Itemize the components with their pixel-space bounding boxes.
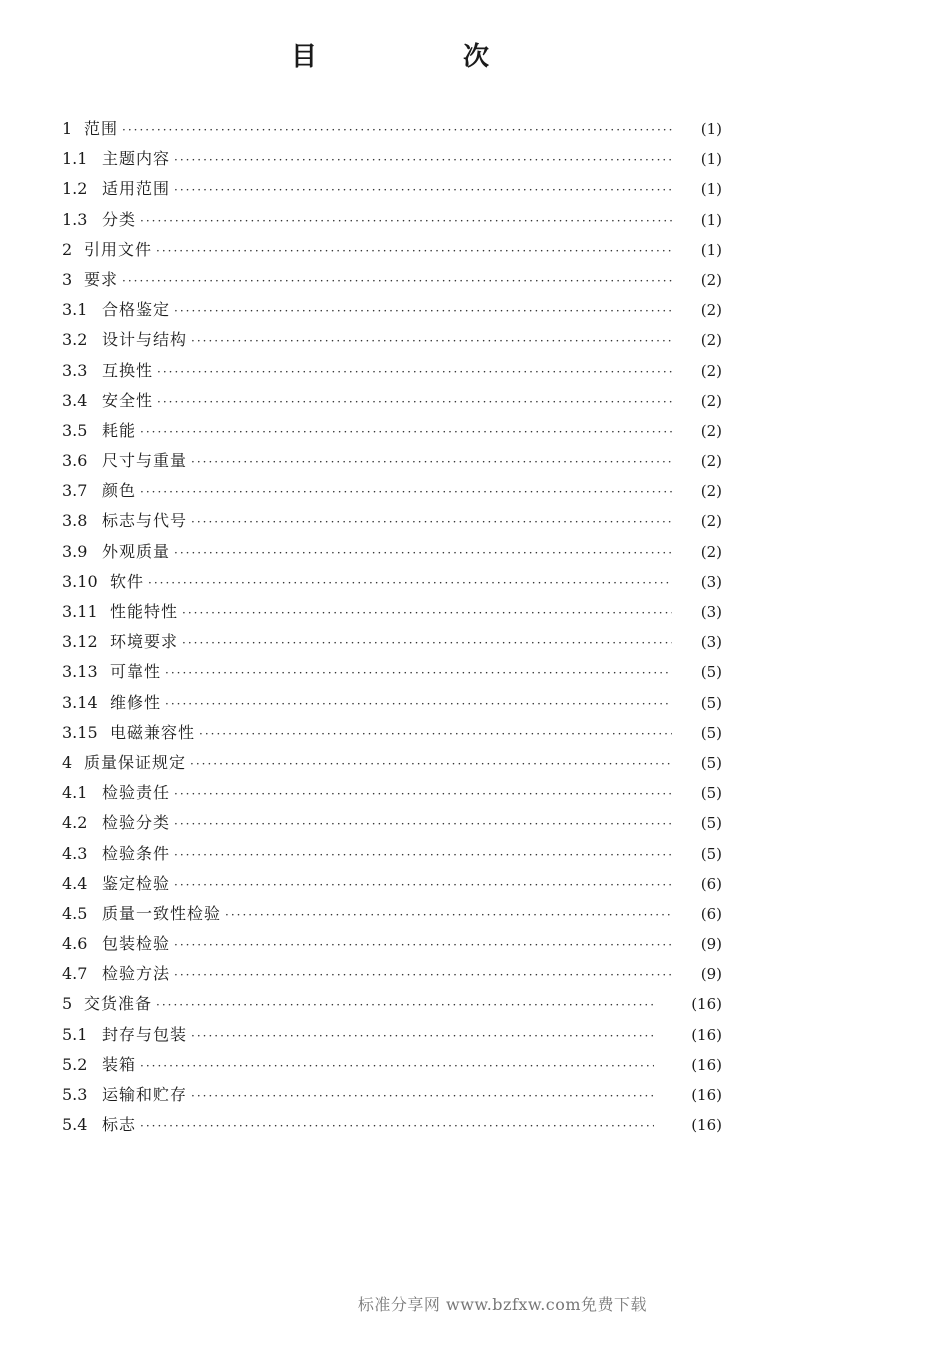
toc-entry[interactable] (62, 959, 722, 989)
toc-entry-page: (5) (700, 844, 722, 863)
toc-entry-title: 维修性 (110, 692, 162, 712)
toc-entry-title: 性能特性 (110, 602, 179, 621)
toc-entry-page: (1) (700, 180, 722, 199)
toc-leader-dots (190, 749, 672, 779)
toc-entry-page: (5) (700, 784, 722, 803)
toc-entry-title: 检验分类 (102, 813, 171, 833)
toc-entry[interactable] (62, 1080, 722, 1110)
toc-entry[interactable] (62, 657, 722, 687)
toc-entry-page: (16) (691, 1116, 722, 1135)
toc-entry-number: 3.15 (62, 722, 98, 742)
toc-entry[interactable] (62, 1020, 722, 1050)
toc-entry-title: 标志 (102, 1115, 137, 1135)
toc-entry-title: 设计与结构 (102, 330, 188, 350)
toc-entry-page: (16) (691, 1086, 722, 1104)
toc-entry-page: (5) (700, 814, 722, 833)
toc-leader-dots (140, 477, 672, 507)
toc-entry-title: 检验方法 (102, 964, 171, 984)
toc-entry-page: (16) (691, 1055, 722, 1074)
toc-entry[interactable] (62, 205, 722, 235)
toc-leader-dots (174, 145, 672, 175)
toc-entry[interactable] (62, 688, 722, 718)
toc-leader-dots (191, 1081, 654, 1111)
toc-entry[interactable] (62, 748, 722, 778)
toc-entry[interactable] (62, 929, 722, 959)
toc-entry-page: (5) (700, 663, 722, 682)
toc-entry-title: 质量一致性检验 (102, 903, 222, 923)
toc-entry-page: (2) (700, 482, 722, 501)
toc-entry-title: 外观质量 (102, 541, 171, 561)
toc-entry-title: 检验责任 (102, 783, 171, 803)
toc-entry-number: 1.3 (62, 209, 88, 229)
toc-entry-title: 软件 (110, 571, 145, 591)
toc-entry-title: 标志与代号 (102, 511, 188, 531)
toc-entry-number: 4.7 (62, 964, 88, 984)
toc-entry-page: (16) (691, 1025, 722, 1044)
toc-entry-title: 交货准备 (84, 994, 153, 1014)
toc-entry-number: 4.4 (62, 873, 88, 893)
toc-leader-dots (182, 598, 672, 628)
toc-entry-number: 3.8 (62, 511, 88, 531)
toc-entry-title: 包装检验 (102, 934, 171, 954)
toc-entry-number: 3.4 (62, 390, 88, 410)
toc-entry[interactable] (62, 718, 722, 748)
toc-entry-number: 5.4 (62, 1115, 88, 1135)
toc-leader-dots (182, 628, 672, 658)
toc-entry-number: 3 (62, 269, 73, 289)
toc-leader-dots (191, 447, 672, 477)
toc-leader-dots (174, 960, 672, 990)
toc-leader-dots (174, 840, 672, 870)
toc-entry-number: 3.3 (62, 360, 88, 380)
toc-entry-page: (5) (700, 753, 722, 772)
toc-leader-dots (174, 930, 672, 960)
toc-entry-number: 1 (62, 119, 73, 138)
page-title: 目 次 (290, 42, 549, 72)
toc-entry-title: 颜色 (102, 481, 137, 501)
toc-entry-number: 2 (62, 239, 73, 259)
footer-watermark: 标准分享网 www.bzfxw.com免费下载 (357, 1295, 648, 1314)
toc-leader-dots (165, 689, 672, 719)
toc-entry-title: 尺寸与重量 (102, 451, 188, 471)
toc-leader-dots (140, 1051, 654, 1081)
toc-entry-number: 3.10 (62, 571, 98, 591)
toc-entry-page: (3) (700, 633, 722, 652)
toc-entry[interactable] (62, 567, 722, 597)
toc-entry[interactable] (62, 597, 722, 627)
toc-entry-page: (2) (700, 301, 722, 320)
toc-entry-number: 3.13 (62, 662, 98, 682)
toc-entry-page: (2) (700, 391, 722, 410)
toc-leader-dots (156, 236, 672, 266)
toc-entry[interactable] (62, 1110, 722, 1140)
toc-entry-number: 4.5 (62, 903, 88, 923)
toc-entry-number: 5.3 (62, 1085, 88, 1104)
toc-entry-page: (1) (700, 240, 722, 259)
toc-entry-title: 装箱 (102, 1054, 137, 1074)
toc-entry[interactable] (62, 537, 722, 567)
toc-entry-page: (9) (700, 965, 722, 984)
toc-entry-number: 4.2 (62, 813, 88, 833)
toc-entry-number: 5.1 (62, 1024, 88, 1044)
toc-leader-dots (157, 357, 672, 387)
toc-entry-title: 质量保证规定 (84, 752, 187, 772)
toc-leader-dots (140, 1111, 654, 1141)
toc-leader-dots (174, 296, 672, 326)
toc-entry-number: 4.6 (62, 934, 88, 954)
toc-leader-dots (140, 206, 672, 236)
toc-entry-title: 分类 (102, 209, 137, 229)
toc-entry-page: (6) (700, 904, 722, 923)
toc-entry[interactable] (62, 386, 722, 416)
toc-entry[interactable] (62, 416, 722, 446)
toc-entry-page: (2) (700, 542, 722, 561)
toc-entry[interactable] (62, 235, 722, 265)
toc-entry-page: (2) (700, 512, 722, 531)
toc-entry-number: 3.9 (62, 541, 88, 561)
toc-entry[interactable] (62, 295, 722, 325)
toc-entry-number: 1.2 (62, 179, 88, 199)
toc-entry[interactable] (62, 778, 722, 808)
toc-entry-number: 3.1 (62, 300, 88, 320)
toc-leader-dots (174, 870, 672, 900)
toc-entry-number: 3.5 (62, 420, 88, 440)
toc-entry-title: 耗能 (102, 420, 137, 440)
toc-leader-dots (122, 115, 672, 145)
toc-entry-title: 可靠性 (110, 662, 162, 682)
toc-entry-number: 3.7 (62, 481, 88, 501)
toc-leader-dots (174, 809, 672, 839)
toc-entry-page: (3) (700, 603, 722, 621)
toc-entry[interactable] (62, 265, 722, 295)
toc-leader-dots (165, 658, 672, 688)
toc-entry[interactable] (62, 174, 722, 204)
toc-entry-number: 4.3 (62, 843, 88, 863)
toc-entry[interactable] (62, 808, 722, 838)
toc-entry[interactable] (62, 356, 722, 386)
toc-entry-page: (3) (700, 572, 722, 591)
toc-entry-page: (2) (700, 421, 722, 440)
toc-entry-title: 适用范围 (102, 179, 171, 199)
toc-entry-page: (2) (700, 270, 722, 289)
toc-entry-title: 合格鉴定 (102, 300, 171, 320)
toc-entry-title: 要求 (84, 269, 119, 289)
toc-entry-page: (2) (700, 331, 722, 350)
toc-leader-dots (122, 266, 672, 296)
toc-leader-dots (191, 507, 672, 537)
toc-entry-title: 检验条件 (102, 843, 171, 863)
toc-entry-title: 环境要求 (110, 632, 179, 652)
toc-entry-page: (6) (700, 874, 722, 893)
toc-entry-number: 3.14 (62, 692, 98, 712)
toc-entry-title: 电磁兼容性 (110, 722, 196, 742)
toc-entry[interactable] (62, 144, 722, 174)
toc-entry[interactable] (62, 1050, 722, 1080)
toc-entry[interactable] (62, 476, 722, 506)
toc-entry-title: 引用文件 (84, 239, 153, 259)
toc-entry-page: (1) (700, 210, 722, 229)
toc-leader-dots (225, 900, 672, 930)
toc-entry-number: 5 (62, 994, 73, 1014)
toc-entry-title: 安全性 (102, 390, 154, 410)
toc-leader-dots (191, 326, 672, 356)
toc-entry[interactable] (62, 446, 722, 476)
toc-entry[interactable] (62, 869, 722, 899)
toc-entry-number: 1.1 (62, 149, 88, 169)
toc-entry-title: 封存与包装 (102, 1024, 188, 1044)
toc-entry-number: 4.1 (62, 783, 88, 803)
toc-leader-dots (156, 990, 654, 1020)
toc-entry[interactable] (62, 325, 722, 355)
toc-entry[interactable] (62, 899, 722, 929)
toc-entry-title: 运输和贮存 (102, 1085, 188, 1104)
toc-entry-page: (5) (700, 723, 722, 742)
toc-entry-title: 主题内容 (102, 149, 171, 169)
toc-entry[interactable] (62, 839, 722, 869)
toc-entry-number: 5.2 (62, 1054, 88, 1074)
table-of-contents (62, 114, 722, 1140)
toc-entry-title: 范围 (84, 119, 119, 138)
toc-leader-dots (157, 387, 672, 417)
toc-entry[interactable] (62, 506, 722, 536)
toc-leader-dots (174, 779, 672, 809)
toc-entry[interactable] (62, 114, 722, 144)
toc-entry-page: (9) (700, 935, 722, 954)
toc-leader-dots (174, 538, 672, 568)
toc-entry-page: (5) (700, 693, 722, 712)
toc-leader-dots (199, 719, 672, 749)
toc-leader-dots (140, 417, 672, 447)
toc-entry[interactable] (62, 989, 722, 1019)
toc-entry-page: (1) (700, 120, 722, 138)
toc-leader-dots (191, 1021, 654, 1051)
toc-leader-dots (148, 568, 672, 598)
toc-entry-page: (2) (700, 361, 722, 380)
toc-entry[interactable] (62, 627, 722, 657)
toc-entry-page: (2) (700, 452, 722, 471)
toc-entry-page: (16) (691, 995, 722, 1014)
toc-entry-number: 3.2 (62, 330, 88, 350)
toc-entry-page: (1) (700, 150, 722, 169)
toc-entry-number: 4 (62, 752, 73, 772)
toc-leader-dots (174, 175, 672, 205)
toc-entry-number: 3.6 (62, 451, 88, 471)
toc-entry-number: 3.11 (62, 602, 98, 621)
toc-entry-number: 3.12 (62, 632, 98, 652)
toc-entry-title: 互换性 (102, 360, 154, 380)
toc-entry-title: 鉴定检验 (102, 873, 171, 893)
